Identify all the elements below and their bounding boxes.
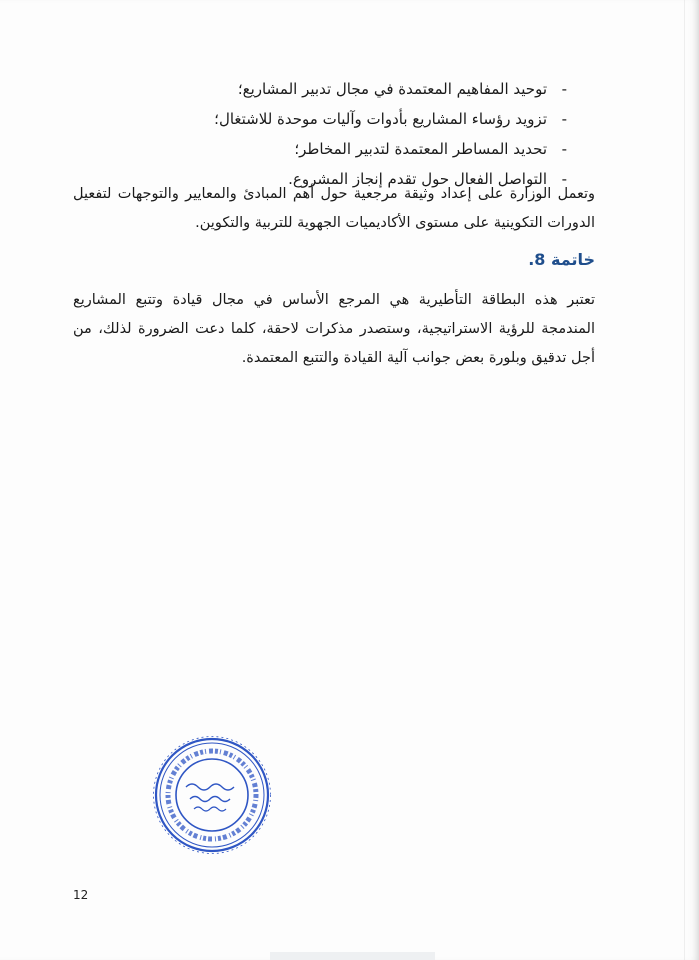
conclusion-paragraph: تعتبر هذه البطاقة التأطيرية هي المرجع الأساس في مجال قيادة وتتبع المشاريع المندمجة للرؤية الاستراتيجية، وستصدر مذكرات لاحقة، كلما دعت الضرورة لذلك، من أجل تدقيق وبلورة بعض جوانب آلية القيادة والتتبع المعتمدة.: [73, 292, 595, 366]
bullet-dash: -: [561, 110, 567, 128]
list-item: [107, 134, 567, 164]
bullet-text: تزويد رؤساء المشاريع بأدوات وآليات موحدة للاشتغال؛: [214, 110, 547, 128]
page-number: 12: [73, 888, 89, 902]
bullet-text: التواصل الفعال حول تقدم إنجاز المشروع.: [288, 170, 547, 188]
section-heading: [520, 250, 595, 269]
bullet-list: [107, 74, 567, 194]
bullet-dash: -: [561, 170, 567, 188]
section-number: 8.: [528, 250, 546, 269]
official-stamp-icon: [152, 735, 272, 855]
scan-edge-strip: [270, 952, 435, 960]
section-title: خاتمة: [551, 250, 595, 269]
bullet-dash: -: [561, 140, 567, 158]
bullet-text: تحديد المساطر المعتمدة لتدبير المخاطر؛: [294, 140, 547, 158]
body-paragraph: وتعمل الوزارة على إعداد وثيقة مرجعية حول أهم المبادئ والمعايير والتوجهات لتفعيل الدورات التكوينية على مستوى الأكاديميات الجهوية للتربية والتكوين.: [73, 186, 595, 231]
bullet-text: توحيد المفاهيم المعتمدة في مجال تدبير المشاريع؛: [237, 80, 547, 98]
list-item: [107, 104, 567, 134]
list-item: [107, 74, 567, 104]
bullet-dash: -: [561, 80, 567, 98]
